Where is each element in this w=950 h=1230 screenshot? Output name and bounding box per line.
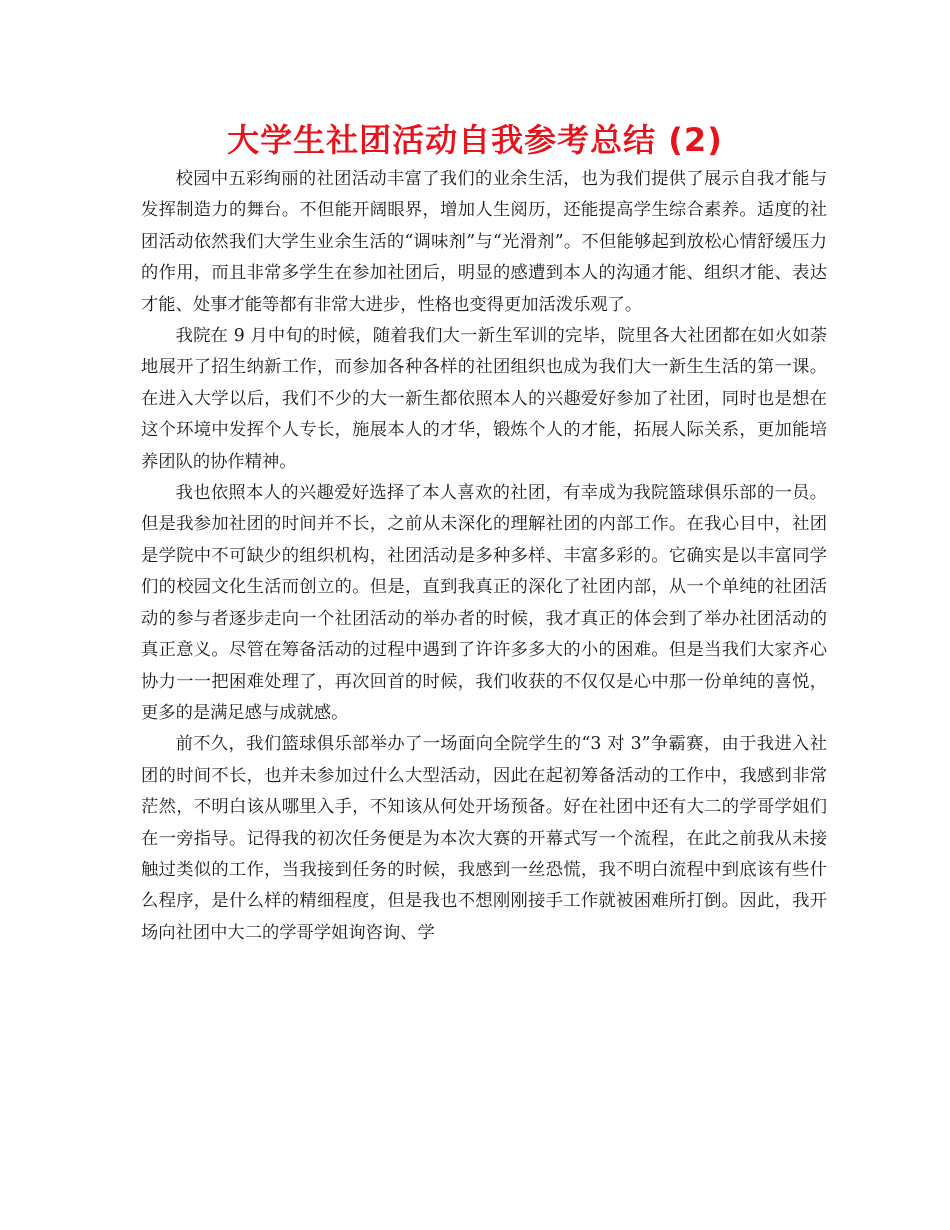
document-body <box>141 164 827 949</box>
paragraph: 我也依照本人的兴趣爱好选择了本人喜欢的社团，有幸成为我院篮球俱乐部的一员。但是我参加社团的时间并不长，之前从未深化的理解社团的内部工作。在我心目中，社团是学院中不可缺少的组织机构，社团活动是多种多样、丰富多彩的。它确实是以丰富同学们的校园文化生活而创立的。但是，直到我真正的深化了社团内部，从一个单纯的社团活动的参与者逐步走向一个社团活动的举办者的时候，我才真正的体会到了举办社团活动的真正意义。尽管在筹备活动的过程中遇到了许许多多大的小的困难。但是当我们大家齐心协力一一把困难处理了，再次回首的时候，我们收获的不仅仅是心中那一份单纯的喜悦，更多的是满足感与成就感。 <box>141 483 827 723</box>
paragraph: 校园中五彩绚丽的社团活动丰富了我们的业余生活，也为我们提供了展示自我才能与发挥制造力的舞台。不但能开阔眼界，增加人生阅历，还能提高学生综合素养。适度的社团活动依然我们大学生业余生活的“调味剂”与“光滑剂”。不但能够起到放松心情舒缓压力的作用，而且非常多学生在参加社团后，明显的感遭到本人的沟通才能、组织才能、表达才能、处事才能等都有非常大进步，性格也变得更加活泼乐观了。 <box>141 169 827 315</box>
document-title: 大学生社团活动自我参考总结 (2) <box>227 121 723 159</box>
paragraph: 我院在 9 月中旬的时候，随着我们大一新生军训的完毕，院里各大社团都在如火如荼地展开了招生纳新工作，而参加各种各样的社团组织也成为我们大一新生生活的第一课。在进入大学以后，我们不少的大一新生都依照本人的兴趣爱好参加了社团，同时也是想在这个环境中发挥个人专长，施展本人的才华，锻炼个人的才能，拓展人际关系，更加能培养团队的协作精神。 <box>141 326 827 472</box>
paragraph: 前不久，我们篮球俱乐部举办了一场面向全院学生的“3 对 3”争霸赛，由于我进入社团的时间不长，也并未参加过什么大型活动，因此在起初筹备活动的工作中，我感到非常茫然，不明白该从哪里入手，不知该从何处开场预备。好在社团中还有大二的学哥学姐们在一旁指导。记得我的初次任务便是为本次大赛的开幕式写一个流程，在此之前我从未接触过类似的工作，当我接到任务的时候，我感到一丝恐慌，我不明白流程中到底该有些什么程序，是什么样的精细程度，但是我也不想刚刚接手工作就被困难所打倒。因此，我开场向社团中大二的学哥学姐询咨询、学 <box>141 734 827 943</box>
